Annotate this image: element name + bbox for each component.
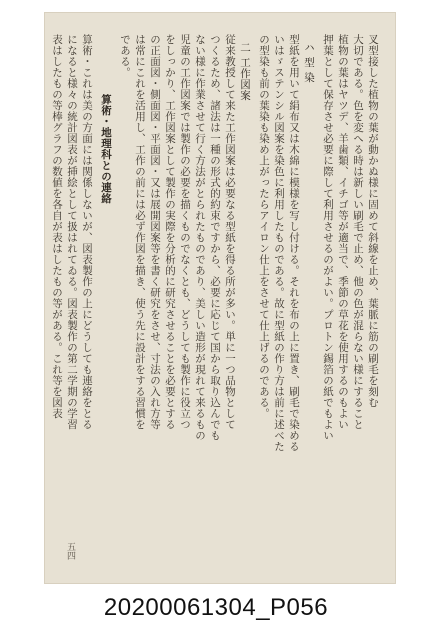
page-number: 五四 (65, 542, 75, 560)
text-column: の正面図・側面図・平面図・又は展開図案等を書く研究をさせ、寸法の入れ方等 (149, 34, 161, 430)
text-column: は常にこれを活用し、工作の前には必ず作図を描き、使う先に設計をする習慣を (134, 34, 146, 430)
section-heading: 算術・地理科との連絡 (100, 94, 112, 204)
text-column: 大切である。色を変へる時は新しい刷毛で止め、他の色が混らない様にすること (352, 34, 364, 430)
image-caption: 20200061304_P056 (103, 594, 329, 621)
subsection-heading: ハ 型 染 (303, 42, 315, 83)
vertical-text-body (51, 34, 379, 534)
text-column: 叉型接した植物の葉が動かぬ様に固めて斜線を止め、葉脈に筋の刷毛を刻む (367, 34, 379, 408)
text-column: 植物の葉はヤツデ、羊歯類、イチゴ等が適当で、季節の草花を使用するのもよい (337, 34, 349, 430)
text-column: いはゞステンシル図案を染色に利用したものである。故に型紙の作り方は前に述べた (273, 34, 285, 452)
text-column: 型紙を用いて絹布又は木綿に模様を写し付ける。それを布の上に置き、刷毛で染める (288, 34, 300, 452)
text-column: ない様に作業させて行く方法がとられたものであり、美しい造形が現れて来るもの (194, 34, 206, 441)
text-column: つくるため、諸法は一種の形式的約束ですから、必要に応じて国から取り込んでも (209, 34, 221, 441)
text-column: 表はしたもの等棒グラフの数値を各自が表はしたもの等がある。これ等を図表 (51, 34, 63, 419)
text-column: である。 (119, 34, 131, 78)
text-column: をしっかり、工作図案として製作の実際を分析的に研究させることを必要とする (164, 34, 176, 430)
text-column: になると様々の統計図表が挿絵として扱はれてゐる。図表製作の第二学期の学習 (66, 34, 78, 430)
subsection-heading: 二 工作図案 (239, 42, 251, 101)
text-column: 児童の工作図案では製作の必要を描くものでなくとも、どうしても製作に役立つ (179, 34, 191, 430)
text-column: の型染も前の葉染も染め上がったらアイロン仕上をさせて仕上げるのである。 (258, 34, 270, 419)
text-column: 押葉として保存させ必要に際して利用させるのがよい。プロトン錫箔の紙でもよい (322, 34, 334, 441)
document-page (44, 12, 396, 584)
text-column: 従来教授して来た工作図案は必要なる型紙を得る所が多い。単に一つ品物として (224, 34, 236, 430)
text-column: 算術・これは美の方面には関係しないが、図表製作の上にどうしても連絡をとる (81, 34, 93, 430)
